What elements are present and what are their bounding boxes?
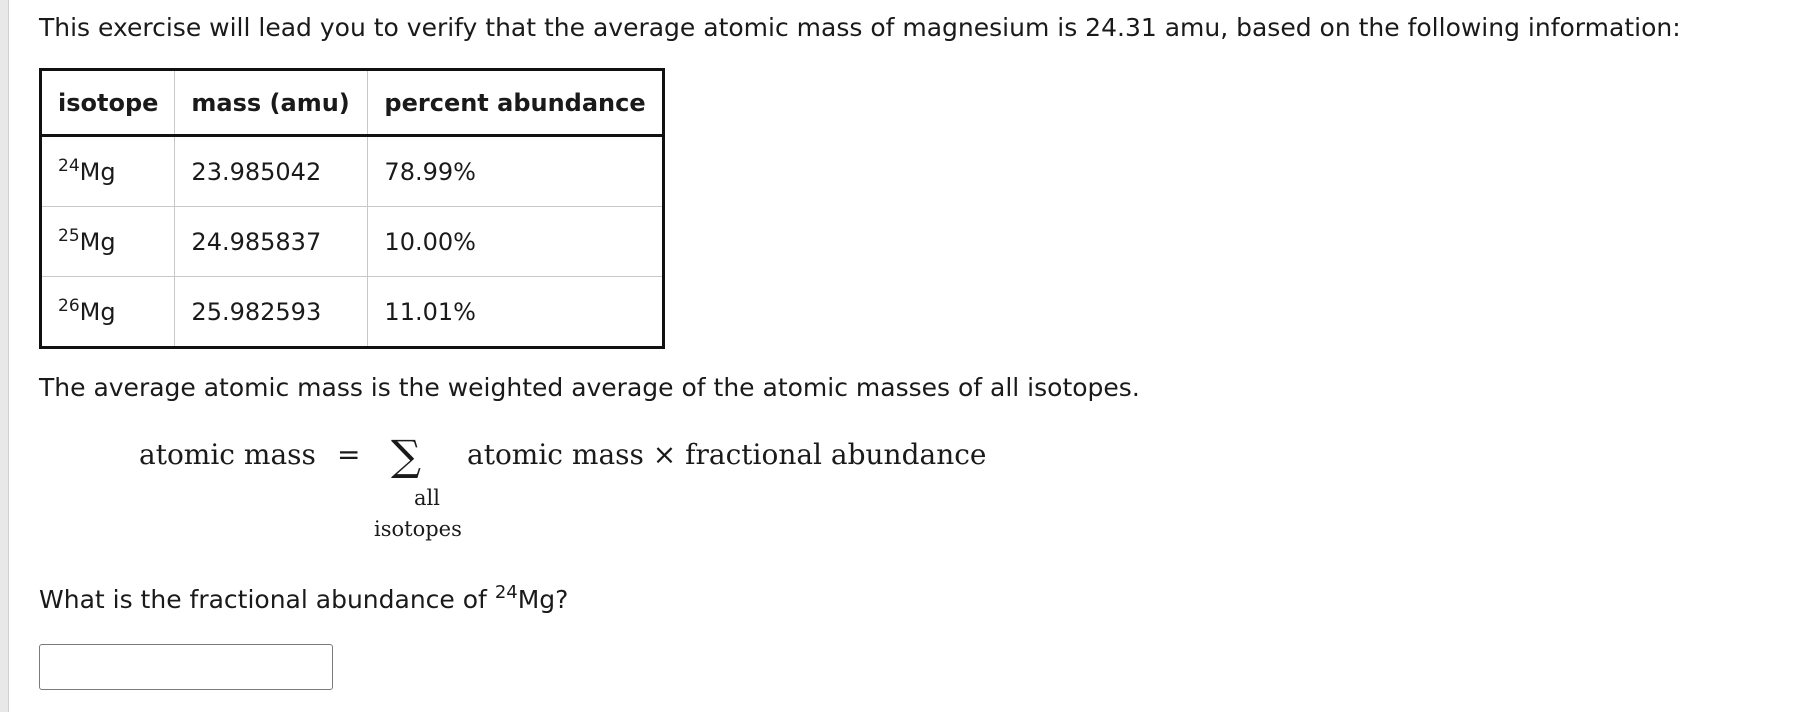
isotope-table: [39, 68, 665, 349]
table-header-row: [41, 70, 664, 136]
element-symbol: Mg: [79, 297, 116, 326]
header-percent-abundance: percent abundance: [368, 70, 663, 136]
table-row: [41, 277, 664, 348]
percent-cell: 78.99%: [368, 136, 663, 207]
intro-text: This exercise will lead you to verify that the average atomic mass of magnesium is 24.31 amu, based on the following information:: [39, 13, 1681, 42]
equation-lhs: atomic mass: [139, 438, 316, 471]
weighted-average-equation: [139, 431, 1039, 548]
mass-cell: 24.985837: [175, 207, 368, 277]
mass-number: 24: [58, 155, 80, 176]
element-symbol: Mg: [79, 227, 116, 256]
equals-sign: =: [337, 438, 361, 471]
equation-rhs: atomic mass × fractional abundance: [467, 438, 987, 471]
question-prompt: [39, 582, 568, 618]
mass-number: 26: [58, 295, 80, 316]
sigma-icon: ∑: [391, 431, 421, 480]
question-prefix: What is the fractional abundance of: [39, 585, 495, 614]
explanation-text: The average atomic mass is the weighted average of the atomic masses of all isotopes.: [39, 373, 1140, 402]
question-suffix: ?: [555, 585, 569, 614]
question-symbol: Mg: [517, 585, 556, 614]
header-isotope: isotope: [41, 70, 175, 136]
mass-number: 25: [58, 225, 80, 246]
element-symbol: Mg: [79, 157, 116, 186]
header-mass: mass (amu): [175, 70, 368, 136]
mass-cell: 23.985042: [175, 136, 368, 207]
isotope-cell: [41, 277, 175, 348]
isotope-cell: [41, 136, 175, 207]
sum-subscript-isotopes: isotopes: [374, 517, 462, 541]
percent-cell: 10.00%: [368, 207, 663, 277]
percent-cell: 11.01%: [368, 277, 663, 348]
answer-input[interactable]: [39, 644, 333, 690]
isotope-cell: [41, 207, 175, 277]
table-row: [41, 207, 664, 277]
mass-cell: 25.982593: [175, 277, 368, 348]
question-mass-number: 24: [494, 582, 518, 603]
table-row: [41, 136, 664, 207]
left-rail: [0, 0, 9, 712]
sum-subscript-all: all: [414, 486, 440, 510]
